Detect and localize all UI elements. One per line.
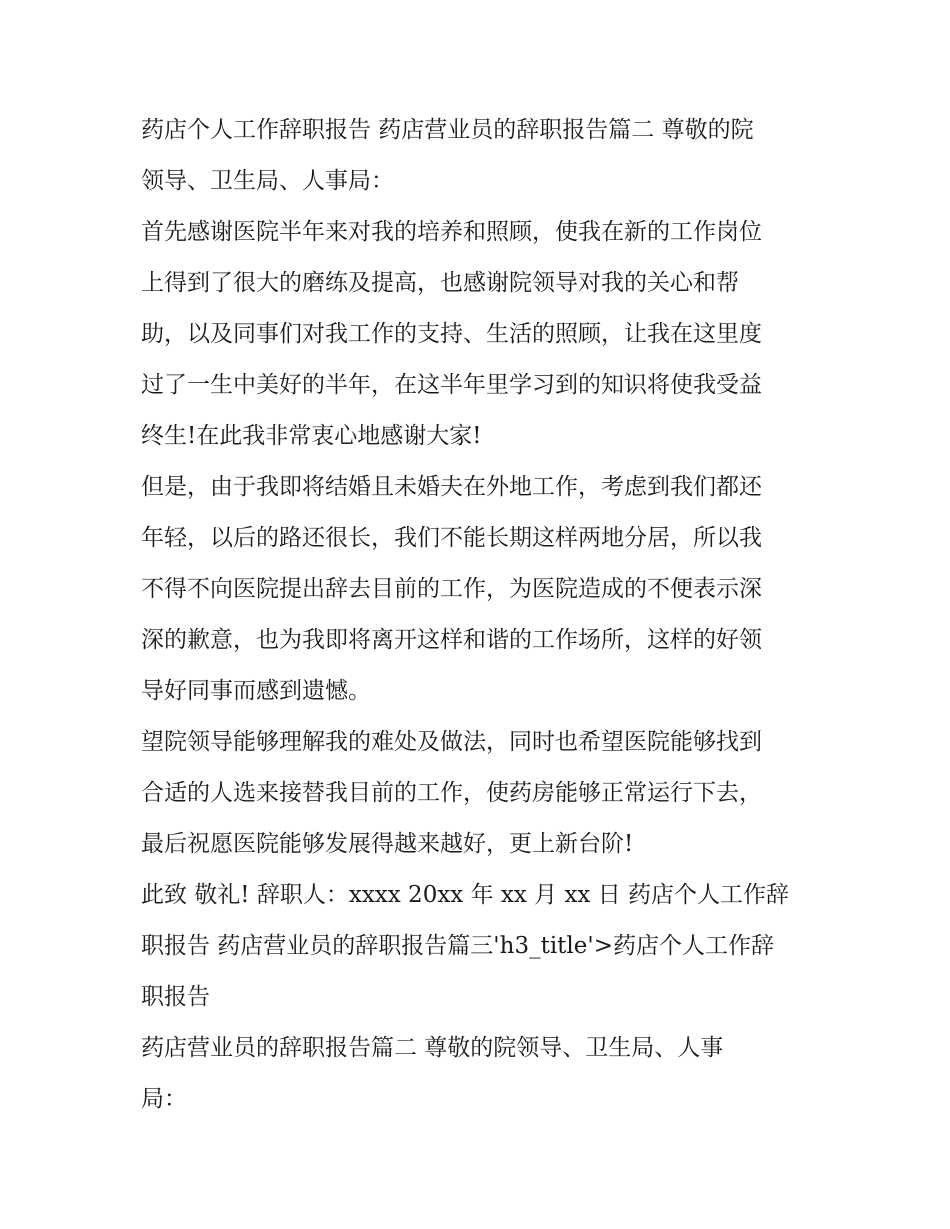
text-line: 局： bbox=[141, 1086, 187, 1112]
text-line: 上得到了很大的磨练及提高，也感谢院领导对我的关心和帮 bbox=[141, 270, 739, 296]
text-line: 过了一生中美好的半年，在这半年里学习到的知识将使我受益 bbox=[141, 372, 762, 398]
text-line: 最后祝愿医院能够发展得越来越好，更上新台阶! bbox=[141, 831, 634, 857]
text-line: 领导、卫生局、人事局： bbox=[141, 168, 394, 194]
text-line: 合适的人选来接替我目前的工作，使药房能够正常运行下去， bbox=[141, 780, 762, 806]
text-line: 此致 敬礼! 辞职人：xxxx 20xx 年 xx 月 xx 日 药店个人工作辞 bbox=[141, 882, 790, 908]
text-line: 职报告 bbox=[141, 984, 210, 1010]
document-body bbox=[141, 105, 821, 1125]
text-line: 助，以及同事们对我工作的支持、生活的照顾，让我在这里度 bbox=[141, 321, 762, 347]
text-line: 职报告 药店营业员的辞职报告篇三'h3_title'>药店个人工作辞 bbox=[141, 933, 774, 959]
text-line: 终生!在此我非常衷心地感谢大家! bbox=[141, 423, 482, 449]
text-line: 但是，由于我即将结婚且未婚夫在外地工作，考虑到我们都还 bbox=[141, 474, 762, 500]
text-line: 深的歉意，也为我即将离开这样和谐的工作场所，这样的好领 bbox=[141, 627, 762, 653]
text-line: 导好同事而感到遗憾。 bbox=[141, 678, 371, 704]
text-line: 望院领导能够理解我的难处及做法，同时也希望医院能够找到 bbox=[141, 729, 762, 755]
text-line: 药店营业员的辞职报告篇二 尊敬的院领导、卫生局、人事 bbox=[141, 1035, 724, 1061]
text-line: 首先感谢医院半年来对我的培养和照顾，使我在新的工作岗位 bbox=[141, 219, 762, 245]
text-line: 年轻，以后的路还很长，我们不能长期这样两地分居，所以我 bbox=[141, 525, 762, 551]
text-line: 药店个人工作辞职报告 药店营业员的辞职报告篇二 尊敬的院 bbox=[141, 117, 754, 143]
text-line: 不得不向医院提出辞去目前的工作，为医院造成的不便表示深 bbox=[141, 576, 762, 602]
